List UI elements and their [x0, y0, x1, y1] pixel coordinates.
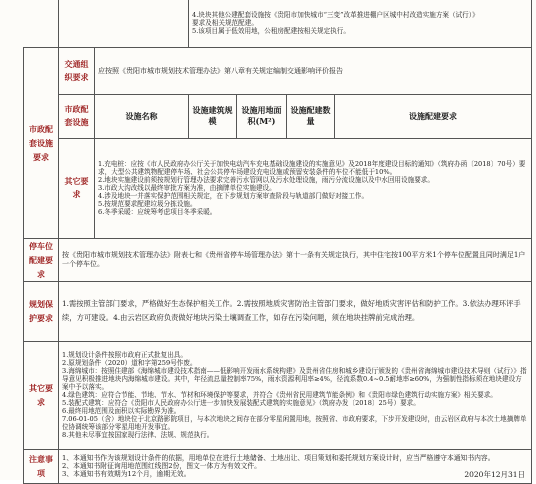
facilities-section-label: 市政配套设施要求: [24, 47, 59, 238]
notes-label: 注意事项: [24, 449, 59, 483]
facility-other-item: 5.按规范要求配建垃圾分拣设施。: [98, 200, 197, 208]
top-item: 要求及相关规范配建。: [192, 19, 258, 28]
protection-text: 1.需按照主管部门要求，严格做好生态保护相关工作。2.需按照地质灾害防治主管部门要求，做好地质灾害评估和防护工作。3.依法办理环评手续，方可建设。4.由云岩区政府负责做好地块污染土壤调查工作，如存在污染问题，须在地块挂牌前完成治理。: [59, 281, 532, 341]
issue-date: 2020年12月31日: [464, 469, 526, 479]
facility-other-item: 6.冬季采暖：应统筹考虑项目冬季采暖。: [98, 208, 217, 216]
other-label: 其它要求: [24, 341, 59, 449]
parking-text: 按《贵阳市城市规划技术管理办法》附表七和《贵州省停车场管理办法》第十一条有关规定执行，其中住宅按100平方米1个停车位配置且同时满足1户一个停车位。: [59, 238, 532, 281]
col-facility-name: 设施名称: [95, 94, 189, 138]
facility-other-label: 其它要求: [59, 138, 95, 238]
traffic-label: 交通组织要求: [59, 47, 95, 94]
other-cell: [59, 341, 532, 449]
traffic-text: 应按照《贵阳市城市规划技术管理办法》第八章有关规定编制交通影响评价报告: [95, 47, 532, 94]
planning-conditions-table: [23, 0, 532, 484]
other-item: 7.06-01-05（含）地块位于北京路影院项目，与本次地块之间存在部分零星闲置用地，按照省、市政府要求，下步开发建设时，由云岩区政府与本次土地摘牌单位协调统筹该部分零星用地开发事宜。: [62, 415, 527, 431]
note-item: 3、本通知书有效期为12个月，逾期无效。: [62, 470, 191, 478]
top-items-cell: [189, 0, 532, 47]
col-facility-land: 设施用地面积(M²): [237, 94, 287, 138]
other-item: 1.规划设计条件按照市政府正式批复出具。: [62, 351, 187, 359]
other-item: 5.装配式建筑：应符合《贵阳市人民政府办公厅进一步加快发展装配式建筑的实施意见》（筑府办发〔2018〕25号）要求。: [62, 399, 420, 407]
notes-cell: [59, 449, 532, 483]
traffic-row: [24, 47, 532, 94]
note-item: 2、本通知书附征询用地范围红线图2份，图文一体方为有效文件。: [62, 462, 261, 470]
top-item: 5.该项目属于低效用地，公租房配建按相关规定执行。: [192, 27, 350, 36]
col-facility-area: 设施建筑规模: [189, 94, 237, 138]
device-label: 市政配套设施: [59, 94, 95, 138]
other-item: 4.绿色建筑：应符合节能、节地、节水、节材和环境保护等要求，并符合《贵州省民用建筑节能条例》和《贵阳市绿色建筑行动实施方案》相关要求。: [62, 391, 497, 399]
other-item: 2.原规划条件（2020）道和字第259号作废。: [62, 359, 197, 367]
top-continuation-row: [24, 0, 532, 47]
facility-header-row: [24, 94, 532, 138]
protection-label: 规划保护要求: [24, 281, 59, 341]
other-item: 6.最终用地范围及面积以实际勘界为准。: [62, 407, 181, 415]
parking-label: 停车位配建要求: [24, 238, 59, 281]
facility-other-item: 2.地块实施建设前须按规划行管理办法要求完善污水管网以及污水处理设施，雨污分流设施以及中水回用设施要求。: [98, 176, 434, 184]
other-item: 8.其他未尽事宜按国家现行法律、法规、规范执行。: [62, 431, 214, 439]
facility-other-item: 1.充电桩：应按《市人民政府办公厅关于加快电动汽车充电基础设施建设的实施意见》及2018年度建设目标的通知》（筑府办函〔2018〕70号）要求，大型公共建筑物配建停车场、社会公共停车场建设充电设施或预留安装条件的车位不能低于10%。: [98, 160, 526, 176]
parking-row: [24, 238, 532, 281]
col-facility-note: 设施配建要求: [335, 94, 532, 138]
top-item: 4.块块其他公建配套设施按《贵阳市加快城市“三变”改革推进棚户区城中村改造实施方案（试行）》: [192, 11, 479, 20]
other-item: 3.海绵城市：按照住建部《海绵城市建设技术指南——低影响开发雨水系统构建》及贵州省住房和城乡建设厅颁发的《贵州省海绵城市建设技术导则（试行）》指导意见积极推进地块内海绵城市建设。其中，年径流总量控制率75%，雨水资源利用率≥4%，径流系数0.4~0.5耐地率≥60%，为强制性指标须在地块建设方案中予以落实。: [62, 367, 527, 391]
facility-other-row: [24, 138, 532, 238]
other-row: [24, 341, 532, 449]
notes-row: [24, 449, 532, 483]
note-item: 1、本通知书作为该规划设计条件的依据，用地单位在进行土地储备、土地出让、项目策划和委托规划方案设计时，应当严格遵守本通知书内容。: [62, 454, 495, 462]
facility-other-item: 4.涉及地块一并落实保护范围相关规定，在下步规划方案审查阶段与轨道部门做好对接工作。: [98, 192, 369, 200]
facility-other-cell: [95, 138, 532, 238]
facility-other-item: 3.市政大沟改线以最终审批方案为准，由摘牌单位实施建设。: [98, 184, 276, 192]
protection-row: [24, 281, 532, 341]
col-facility-count: 设施配建数量: [287, 94, 335, 138]
